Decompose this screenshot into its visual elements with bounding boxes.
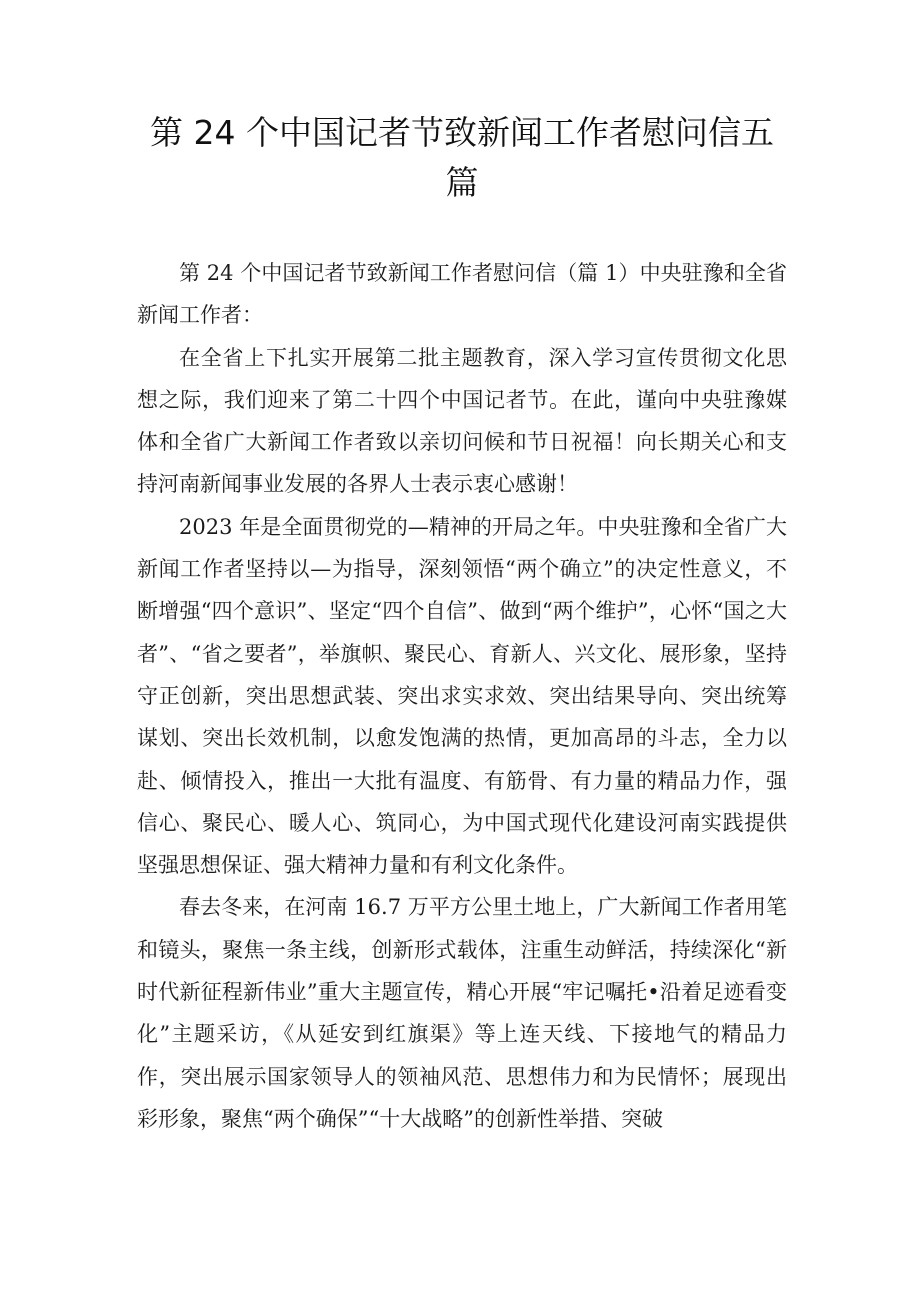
document-body [137,252,787,1140]
document-title: 第 24 个中国记者节致新闻工作者慰问信五篇 [150,113,774,202]
paragraph: 在全省上下扎实开展第二批主题教育，深入学习宣传贯彻文化思想之际，我们迎来了第二十四个中国记者节。在此，谨向中央驻豫媒体和全省广大新闻工作者致以亲切问候和节日祝福！向长期关心和支持河南新闻事业发展的各界人士表示衷心感谢！ [137,345,787,497]
paragraph: 第 24 个中国记者节致新闻工作者慰问信（篇 1）中央驻豫和全省新闻工作者： [137,261,787,328]
paragraph: 春去冬来，在河南 16.7 万平方公里土地上，广大新闻工作者用笔和镜头，聚焦一条主线，创新形式载体，注重生动鲜活，持续深化“新时代新征程新伟业”重大主题宣传，精心开展“牢记嘱托•沿着足迹看变化”主题采访，《从延安到红旗渠》等上连天线、下接地气的精品力作，突出展示国家领导人的领袖风范、思想伟力和为民情怀；展现出彩形象，聚焦“两个确保”“十大战略”的创新性举措、突破 [137,895,787,1131]
paragraph: 2023 年是全面贯彻党的—精神的开局之年。中央驻豫和全省广大新闻工作者坚持以—为指导，深刻领悟“两个确立”的决定性意义，不断增强“四个意识”、坚定“四个自信”、做到“两个维护”，心怀“国之大者”、“省之要者”，举旗帜、聚民心、育新人、兴文化、展形象，坚持守正创新，突出思想武装、突出求实求效、突出结果导向、突出统筹谋划、突出长效机制，以愈发饱满的热情，更加高昂的斗志，全力以赴、倾情投入，推出一大批有温度、有筋骨、有力量的精品力作，强信心、聚民心、暖人心、筑同心，为中国式现代化建设河南实践提供坚强思想保证、强大精神力量和有利文化条件。 [137,514,787,878]
